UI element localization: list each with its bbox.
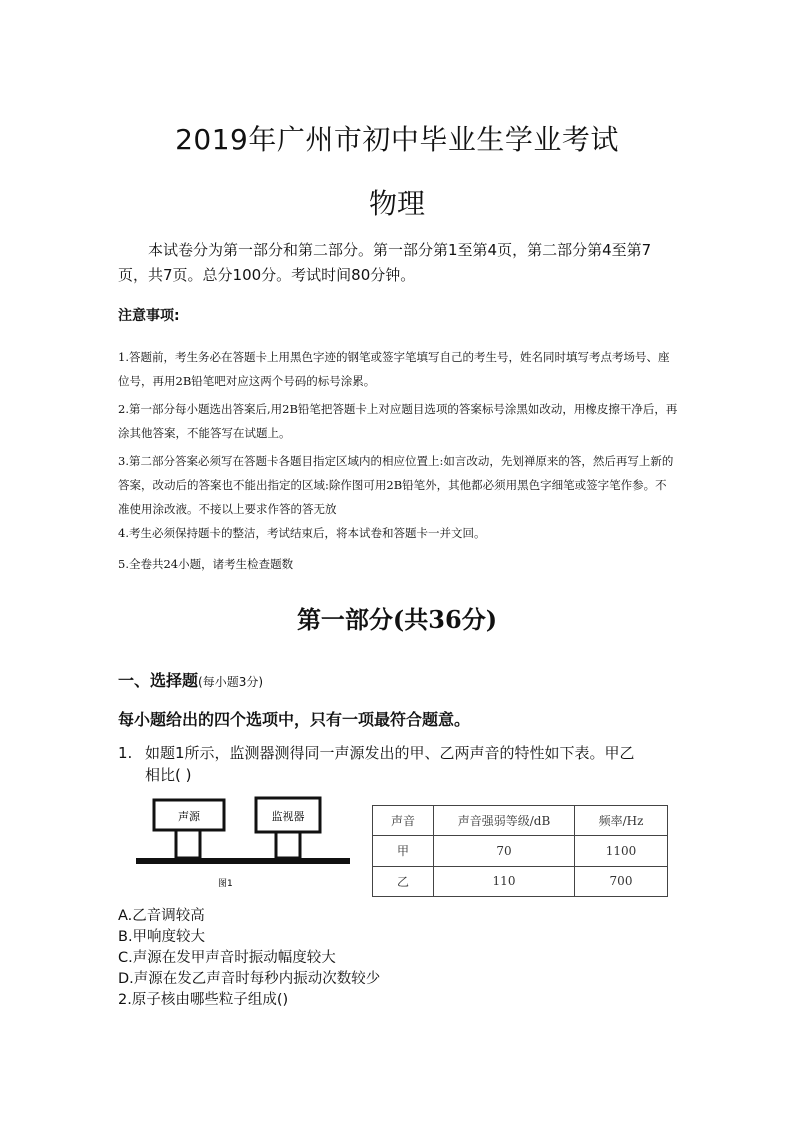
sound-source-label: 声源	[178, 810, 200, 823]
question-1-options	[118, 906, 380, 1011]
question-text-line1: 如题1所示，监测器测得同一声源发出的甲、乙两声音的特性如下表。甲乙	[145, 744, 635, 762]
section-title	[118, 668, 263, 691]
ground-bar	[136, 858, 350, 864]
figure-caption: 图1	[218, 879, 233, 889]
exam-title: 2019年广州市初中毕业生学业考试	[175, 123, 619, 156]
question-text-line2: 相比( )	[145, 766, 192, 784]
sound-source-stand	[176, 830, 200, 858]
option-a: A.乙音调较高	[118, 908, 205, 924]
subject-title: 物理	[368, 187, 425, 220]
intro-paragraph: 本试卷分为第一部分和第二部分。第一部分第1至第4页，第二部分第4至第7页，共7页。总分100分。考试时间80分钟。	[118, 241, 652, 284]
table-cell: 乙	[373, 866, 434, 896]
table-cell: 700	[575, 866, 668, 896]
table-cell: 110	[434, 866, 575, 896]
notice-item: 2.第一部分每小题选出答案后,用2B铅笔把答题卡上对应题目选项的答案标号涂黑如改动，用橡皮擦干净后，再涂其他答案，不能答写在试题上。	[118, 402, 678, 440]
notice-item: 1.答题前，考生务必在答题卡上用黑色字迹的钢笔或签字笔填写自己的考生号，姓名同时填写考点考场号、座位号，再用2B铅笔吧对应这两个号码的标号涂累。	[118, 350, 670, 388]
table-cell: 甲	[373, 836, 434, 866]
figure-1-diagram	[136, 792, 368, 902]
notice-heading: 注意事项:	[118, 308, 180, 324]
table-row	[373, 836, 668, 866]
monitor-stand	[276, 832, 300, 858]
table-cell: 1100	[575, 836, 668, 866]
part-one-title: 第一部分(共36分)	[296, 605, 498, 634]
notice-item: 5.全卷共24小题，诸考生检查题数	[118, 557, 294, 571]
table-header-cell: 声音	[373, 806, 434, 836]
question-2: 2.原子核由哪些粒子组成()	[118, 992, 289, 1008]
table-header-cell: 频率/Hz	[575, 806, 668, 836]
question-1	[118, 742, 678, 786]
table-row	[373, 866, 668, 896]
option-c: C.声源在发甲声音时振动幅度较大	[118, 950, 336, 966]
question-number: 1.	[118, 744, 133, 762]
table-header-cell: 声音强弱等级/dB	[434, 806, 575, 836]
table-cell: 70	[434, 836, 575, 866]
option-d: D.声源在发乙声音时每秒内振动次数较少	[118, 971, 381, 987]
instruction: 每小题给出的四个选项中，只有一项最符合题意。	[118, 710, 471, 729]
option-b: B.甲响度较大	[118, 929, 206, 945]
section-title-text: 一、选择题	[118, 671, 199, 690]
monitor-label: 监视器	[271, 810, 305, 823]
section-note: (每小题3分)	[198, 675, 264, 689]
sound-properties-table	[372, 805, 668, 897]
table-header-row	[373, 806, 668, 836]
notice-item: 3.第二部分答案必须写在答题卡各题目指定区域内的相应位置上:如言改动，先划禅原来的答，然后再写上新的答案，改动后的答案也不能出指定的区域:除作图可用2B铅笔外，其他都必须用黑色字细笔或签字笔作参。不准使用涂改液。不接以上要求作答的答无放	[118, 454, 674, 516]
notice-item: 4.考生必须保持题卡的整洁，考试结束后，将本试卷和答题卡一并文回。	[118, 526, 486, 540]
